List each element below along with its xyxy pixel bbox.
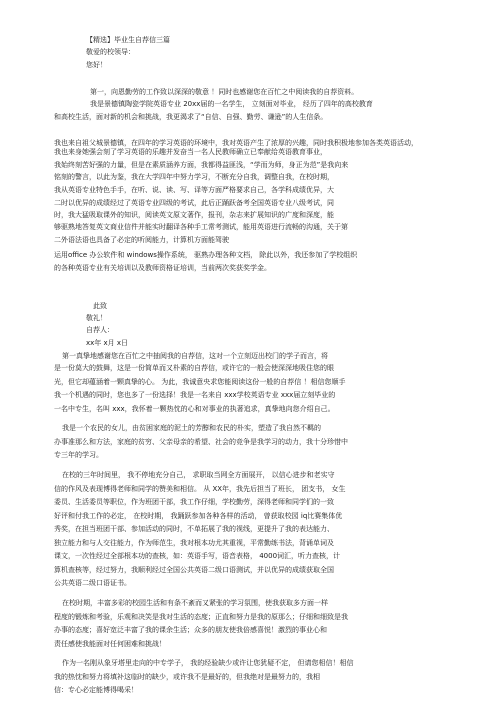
closing-line-2: 敬礼！ (86, 314, 107, 322)
body-line: 责任感使我能面对任何困难和挑战！ (54, 640, 166, 648)
body-line: 信的作风及表现博得老师和同学的赞美和相信。 从 XX年，我先后担当了班长， 团支书， 女生 (54, 485, 346, 493)
body-line: 第一真挚地感谢您在百忙之中抽阅我的自荐信，这对一个立刻迈出校门的学子而言，将 (62, 352, 328, 360)
body-line: 光，但它却蕴涵着一颗真挚的心。 为此，我诚意央求您能阅读这份一般的自荐信 ！相信您顺手 (54, 378, 346, 386)
body-line: 运用office 办公软件和 windows操作系统， 驱熟办理各种文档， 除此以外，我还参加了学校组织 (54, 251, 358, 259)
body-line: 我的热忱和努力将填补这临时的缺少，或许我不是最好的，但我绝对是最努力的，我相 (54, 673, 320, 681)
date: xx年 x月 x日 (86, 339, 129, 347)
signer: 自荐人： (86, 326, 114, 334)
body-line: 委员、生活委员等职位，作为班团干部，我工作仔细，学校勤劳，深得老师和同学们的一致 (54, 498, 334, 506)
body-line: 独立能力和与人交往能力，作为师范生，我对根本功尤其重视，平常勤练书法，背诵单词及 (54, 539, 334, 547)
body-line: 算机查核等，经过努力，我顺利经过全国公共英语二级口语测试，并以优异的成绩获取全国 (54, 566, 334, 574)
body-line: 二时以优异的成绩经过了英语专业四级的考试，此后正踊跃备考全国英语专业八级考试，同 (54, 199, 334, 207)
body-line: 办事准那么和方法，家庭的贫穷、父亲母亲的希望、社会的竞争是我学习的动力，我十分珍惜中 (54, 438, 348, 446)
body-line: 铭刻的警言，以此为鉴，我在大学四年中努力学习，不断充分自我，调整自我，在校时期， (54, 173, 334, 181)
body-line: 作为一名刚从象牙塔里走向的中专学子， 我的经验缺少或许让您犹疑不定， 但请您相信！相信 (62, 659, 354, 667)
body-line: 在校时期，丰富多彩的校园生活和有条不紊而又紧张的学习氛围，使我获取多方面一样 (62, 599, 328, 607)
body-line: 公共英语二级口语证书。 (54, 579, 131, 587)
document-title: 【精选】毕业生自荐信三篇 (86, 36, 170, 44)
body-line: 我也来身她强会刻了学习英语的乐趣并发奋当一名人民教师确立已奉献给英语教育事业， (54, 148, 327, 156)
body-line: 信：专心必定能博得喝采！ (54, 686, 138, 694)
body-line: 我是景德镇陶瓷学院英语专业 20xx届的一名学生， 立刻面对毕业， 经历了四年的高校教育 (90, 100, 373, 108)
body-line: 我从英语专业特色手手，在听、说、读、写、译等方面严格要求自己，各学科成绩优异，大 (54, 186, 334, 194)
body-line: 第一，向恩勤劳的工作致以深深的敬意 ！同时也感谢您在百忙之中阅读我的自荐资料。 (90, 88, 359, 96)
body-line: 我也来自祖父城景德镇，在四年的学习英语的环境中，我对英语产生了浓厚的兴趣，同时我积极地参加各类英语活动， (54, 139, 418, 147)
body-line: 和高校生活，面对新的机会和挑战，我更渴求了“自信、自强、勤劳、谦逊”的人生信条。 (54, 113, 328, 121)
body-line: 程度的锻炼和考验，乐观和决笑是我对生活的态度；正直和努力是我的原那么；仔细和细致是我 (54, 613, 348, 621)
body-line: 课文，一次性经过全部根本功的查核，如：英语手写，语音表格， 4000词汇，听力查核，计 (54, 552, 341, 560)
body-line: 我是一个农民的女儿，由贫困家庭的泥土的芳醇和农民的朴实，塑造了我自然不羁的 (62, 424, 321, 432)
body-line: 专三年的学习。 (54, 451, 103, 459)
body-line: 一名中专生，名叫 xxx，我怀着一颗热忱的心和对事业的执著追求，真挚地向您介绍自己。 (54, 405, 335, 413)
body-line: 时，我大猛吸取课外的知识，阅读英文原文著作，报刊，杂志来扩展知识的广度和深度，能 (54, 211, 334, 219)
body-line: 好评和付我工作的必定， 在校时期， 我踊跃参加各种各样的活动， 曾获取校园 iq比赛集体优 (54, 512, 343, 520)
body-line: 我一个机遇的同时，您也多了一份选择！我是一名来自 xxx学校英语专业 xxx届立刻毕业的 (54, 391, 336, 399)
closing-line-1: 此致 (93, 302, 107, 310)
salutation: 敬爱的校领导： (86, 48, 135, 56)
body-line: 是一份莫大的鼓舞，这是一份简单而又朴素的自荐信，或许它的一般会使深深地吸住您的眼 (54, 364, 334, 372)
body-line: 办事的态度；喜好宽泛丰富了我的课余生活；众多的朋友使我倍感喜悦！激烈的事业心和 (54, 626, 327, 634)
greeting: 您好！ (86, 61, 107, 69)
body-line: 够驱熟地答复英文商业信件并能实时翻译各种手工常考测试，能用英语进行流畅的沟通，关于第 (54, 223, 348, 231)
body-line: 秀奖，在担当班团干部、参加活动的同时，不单拓展了我的视线，更提升了我的表达能力、 (54, 525, 334, 533)
body-line: 我始终刻苦好强的力量，但是在素质涵养方面，我都得益匪浅，“学而为师，身正为范”是我向来 (54, 161, 349, 169)
body-line: 在校的三年时间里， 我不停地充分自己， 求职取当网全方面展开， 以信心进步和老实守 (62, 471, 335, 479)
body-line: 二外语法语也具备了必定的听阅能力，计算机方面能驾驶 (54, 236, 229, 244)
body-line: 的各种英语专业有关培训以及教师资格证培训，当前两次奖获奖学金。 (54, 264, 271, 272)
